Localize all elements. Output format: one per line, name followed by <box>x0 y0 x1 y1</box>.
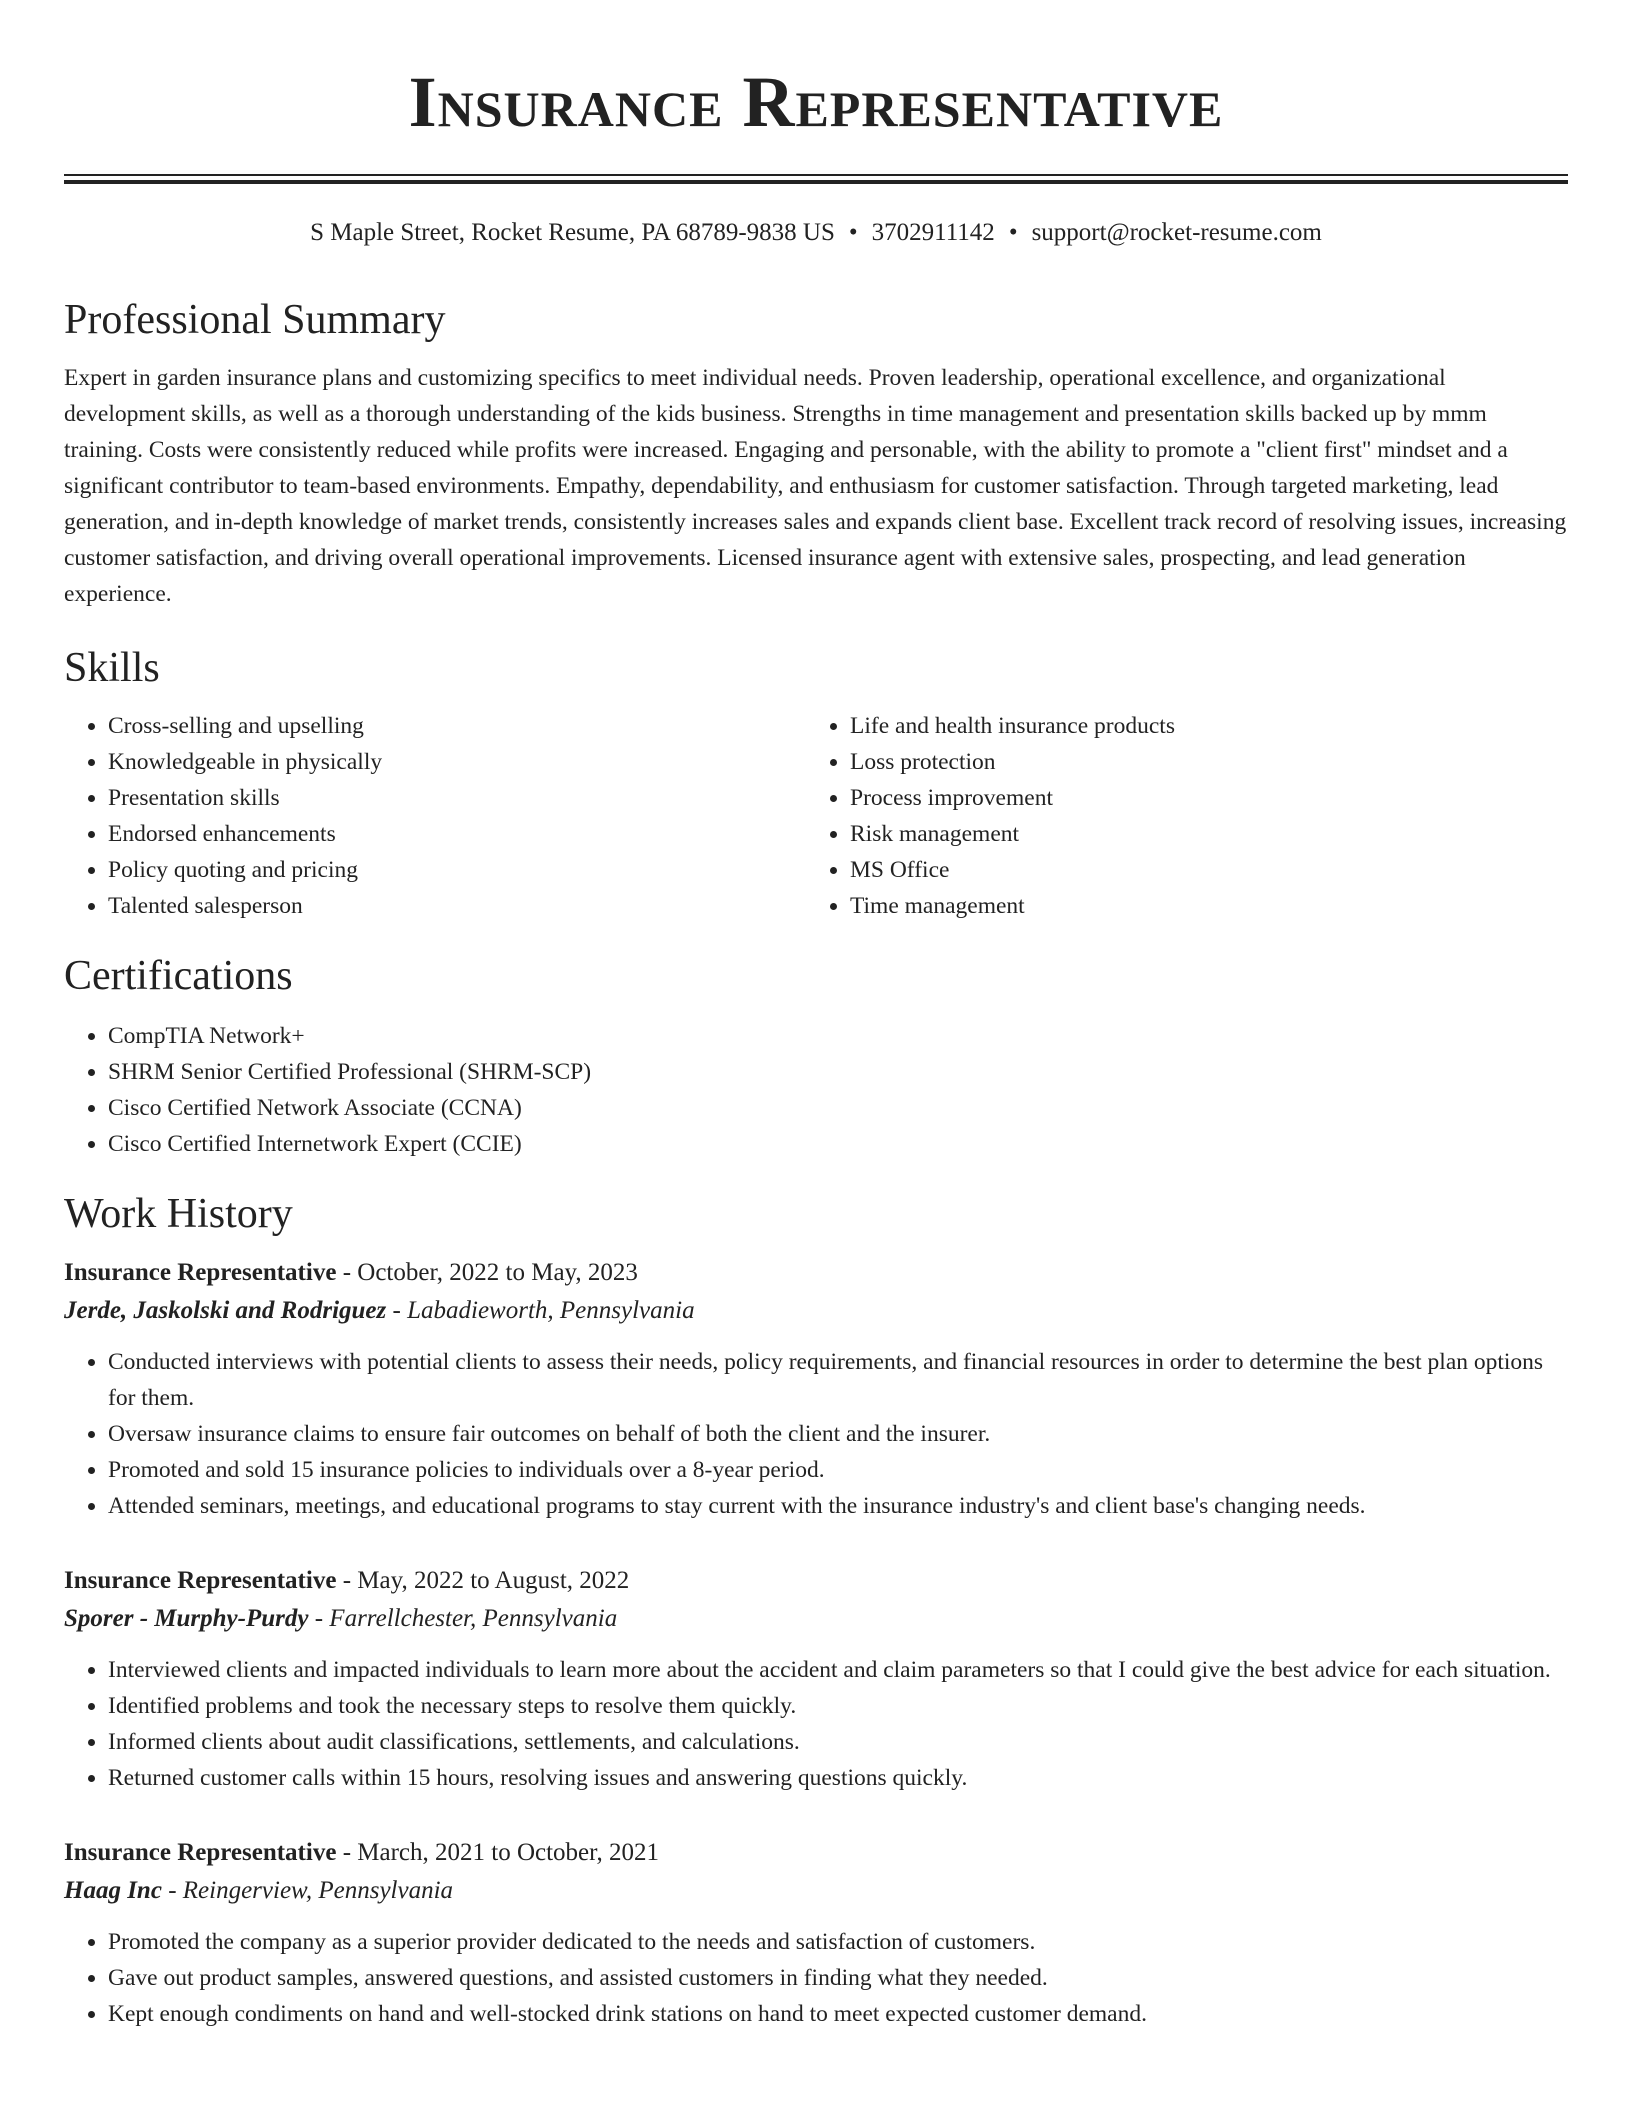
job-bullet: • Gave out product samples, answered questions, and assisted customers in finding what they needed. <box>108 1960 1568 1996</box>
contact-separator: • <box>848 219 858 246</box>
job-bullets <box>64 1652 1568 1796</box>
certification-item: • Cisco Certified Internetwork Expert (CCIE) <box>108 1126 1568 1162</box>
skill-item: • Endorsed enhancements <box>108 816 806 852</box>
contact-phone: 3702911142 <box>871 219 995 246</box>
skill-item: • Life and health insurance products <box>850 708 1548 744</box>
job-location: - Labadieworth, Pennsylvania <box>386 1297 695 1324</box>
skills-section <box>64 642 1568 924</box>
skill-item: • Talented salesperson <box>108 888 806 924</box>
skill-item: • Risk management <box>850 816 1548 852</box>
job-location: - Farrellchester, Pennsylvania <box>308 1605 618 1632</box>
job-bullet: • Conducted interviews with potential clients to assess their needs, policy requirements, and financial resources in order to determine the best plan options for them. <box>108 1344 1568 1416</box>
job-bullet: • Identified problems and took the necessary steps to resolve them quickly. <box>108 1688 1568 1724</box>
job-title: Insurance Representative <box>64 1839 337 1866</box>
job-location: - Reingerview, Pennsylvania <box>161 1877 454 1904</box>
certification-item: • SHRM Senior Certified Professional (SHRM-SCP) <box>108 1054 1568 1090</box>
job-company-line <box>64 1600 1568 1638</box>
job-bullet: • Returned customer calls within 15 hours, resolving issues and answering questions quickly. <box>108 1760 1568 1796</box>
job-company: Sporer - Murphy-Purdy <box>64 1605 309 1632</box>
job-title: Insurance Representative <box>64 1567 337 1594</box>
skills-column-left <box>64 708 806 924</box>
certification-item: • Cisco Certified Network Associate (CCNA) <box>108 1090 1568 1126</box>
job-bullet: • Promoted and sold 15 insurance policies to individuals over a 8-year period. <box>108 1452 1568 1488</box>
professional-summary-section <box>64 294 1568 612</box>
skills-column-right <box>806 708 1548 924</box>
job-company: Haag Inc <box>64 1877 162 1904</box>
skill-item: • Presentation skills <box>108 780 806 816</box>
job-title-line <box>64 1254 1568 1292</box>
job-dates: - March, 2021 to October, 2021 <box>336 1839 659 1866</box>
job-dates: - October, 2022 to May, 2023 <box>336 1259 638 1286</box>
skill-item: • Cross-selling and upselling <box>108 708 806 744</box>
skill-item: • Policy quoting and pricing <box>108 852 806 888</box>
section-heading-summary: Professional Summary <box>64 297 446 343</box>
title-divider <box>64 174 1568 184</box>
job-entry <box>64 1834 1568 2032</box>
job-bullet: • Interviewed clients and impacted individuals to learn more about the accident and claim parameters so that I could give the best advice for each situation. <box>108 1652 1568 1688</box>
section-heading-work-history: Work History <box>64 1191 293 1237</box>
job-title-line <box>64 1834 1568 1872</box>
job-bullet: • Attended seminars, meetings, and educational programs to stay current with the insurance industry's and client base's changing needs. <box>108 1488 1568 1524</box>
contact-email: support@rocket-resume.com <box>1031 219 1322 246</box>
skills-list-right <box>806 708 1548 924</box>
certifications-section <box>64 950 1568 1162</box>
skill-item: • Process improvement <box>850 780 1548 816</box>
job-entry <box>64 1562 1568 1796</box>
contact-line <box>64 216 1568 250</box>
section-heading-skills: Skills <box>64 645 160 691</box>
job-dates: - May, 2022 to August, 2022 <box>336 1567 630 1594</box>
skill-item: • MS Office <box>850 852 1548 888</box>
section-heading-certifications: Certifications <box>64 953 293 999</box>
certifications-list <box>64 1018 1568 1162</box>
job-bullets <box>64 1924 1568 2032</box>
job-title-line <box>64 1562 1568 1600</box>
job-bullet: • Kept enough condiments on hand and well-stocked drink stations on hand to meet expected customer demand. <box>108 1996 1568 2032</box>
job-bullet: • Informed clients about audit classifications, settlements, and calculations. <box>108 1724 1568 1760</box>
skill-item: • Knowledgeable in physically <box>108 744 806 780</box>
contact-address: S Maple Street, Rocket Resume, PA 68789-9838 US <box>310 219 835 246</box>
job-company: Jerde, Jaskolski and Rodriguez <box>64 1297 387 1324</box>
job-company-line <box>64 1872 1568 1910</box>
work-history-section <box>64 1188 1568 2032</box>
skills-columns <box>64 708 1568 924</box>
skills-list-left <box>64 708 806 924</box>
contact-separator: • <box>1008 219 1018 246</box>
job-bullet: • Oversaw insurance claims to ensure fair outcomes on behalf of both the client and the insurer. <box>108 1416 1568 1452</box>
job-company-line <box>64 1292 1568 1330</box>
job-entry <box>64 1254 1568 1524</box>
page-title: Insurance Representative <box>408 62 1224 142</box>
skill-item: • Loss protection <box>850 744 1548 780</box>
job-bullets <box>64 1344 1568 1524</box>
job-title: Insurance Representative <box>64 1259 337 1286</box>
summary-text: Expert in garden insurance plans and customizing specifics to meet individual needs. Proven leadership, operational excellence, and organizational development skills, as well as a thorough understanding of the kids business. Strengths in time management and presentation skills backed up by mmm training. Costs were consistently reduced while profits were increased. Engaging and personable, with the ability to promote a "client first" mindset and a significant contributor to team-based environments. Empathy, dependability, and enthusiasm for customer satisfaction. Through targeted marketing, lead generation, and in-depth knowledge of market trends, consistently increases sales and expands client base. Excellent track record of resolving issues, increasing customer satisfaction, and driving overall operational improvements. Licensed insurance agent with extensive sales, prospecting, and lead generation experience. <box>64 365 1567 607</box>
certification-item: • CompTIA Network+ <box>108 1018 1568 1054</box>
skill-item: • Time management <box>850 888 1548 924</box>
job-bullet: • Promoted the company as a superior provider dedicated to the needs and satisfaction of customers. <box>108 1924 1568 1960</box>
